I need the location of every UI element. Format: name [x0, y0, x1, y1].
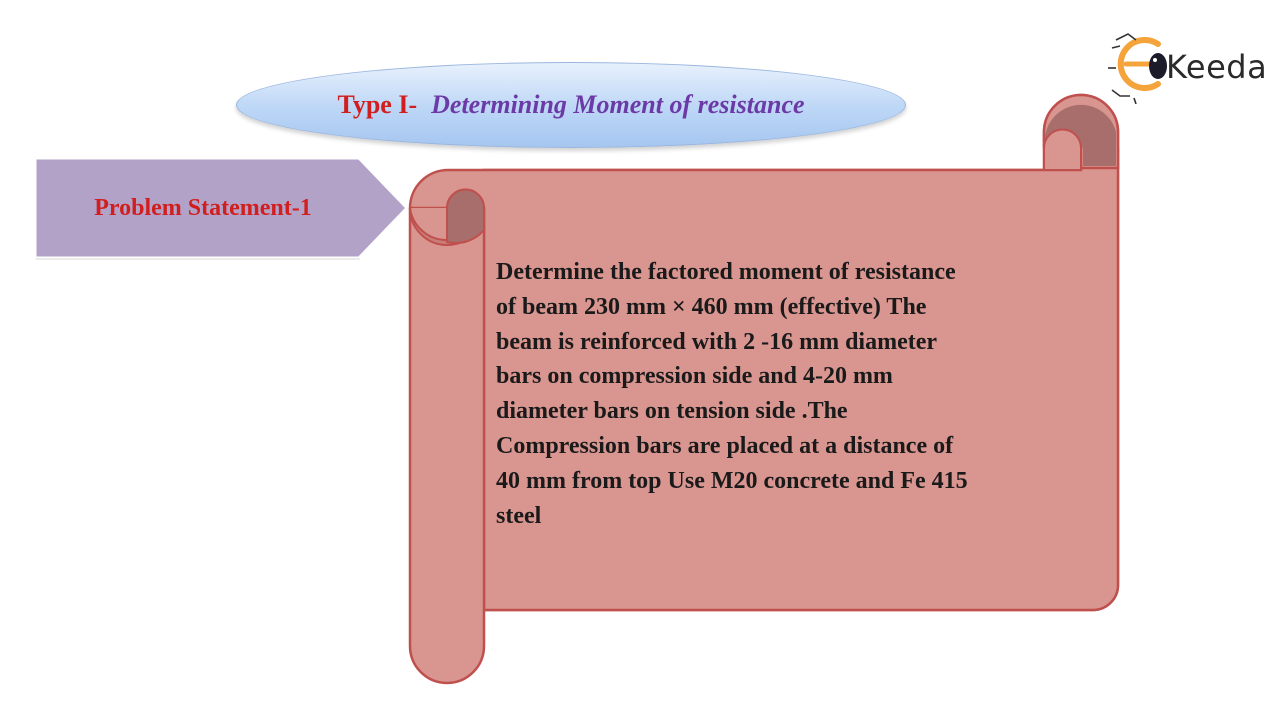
problem-line: Determine the factored moment of resistance — [496, 259, 956, 285]
scroll-right-curl-front — [1044, 130, 1081, 171]
scroll-left-curl-inner — [447, 190, 484, 244]
problem-line: 40 mm from top Use M20 concrete and Fe 415 — [496, 467, 968, 494]
scroll-left-roll — [410, 208, 484, 683]
problem-line: Compression bars are placed at a distance of — [496, 432, 954, 459]
title-type-label: Type I- — [337, 90, 418, 119]
problem-text — [496, 255, 1096, 533]
problem-line: steel — [496, 502, 542, 529]
problem-line: bars on compression side and 4-20 mm — [496, 363, 893, 390]
logo-text: Keeda — [1166, 48, 1268, 86]
problem-statement-label: Problem Statement-1 — [94, 194, 312, 221]
problem-line: of beam 230 mm × 460 mm (effective) The — [496, 293, 927, 320]
title-topic: Determining Moment of resistance — [431, 90, 805, 119]
problem-line: diameter bars on tension side .The — [496, 398, 848, 425]
problem-line: beam is reinforced with 2 -16 mm diameter — [496, 328, 938, 355]
